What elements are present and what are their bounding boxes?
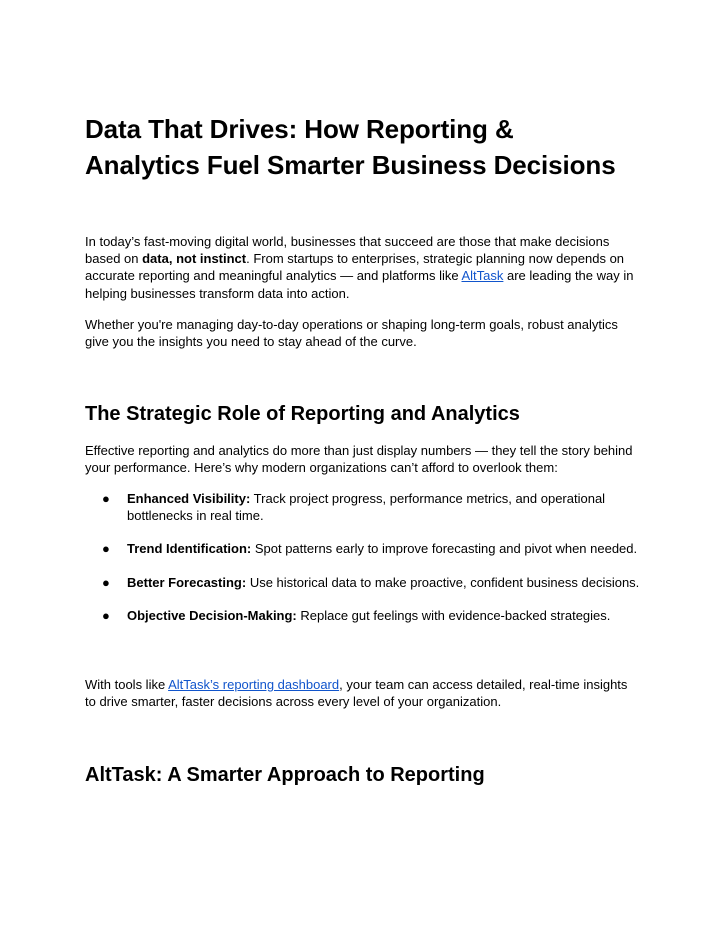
list-item-label: Trend Identification: <box>127 541 252 557</box>
intro-text-3: are leading the way in helping businesses transform data into action. <box>85 268 634 301</box>
list-item-label: Better Forecasting: <box>127 574 247 590</box>
section-heading-alttask-approach: AltTask: A Smarter Approach to Reporting <box>85 764 485 786</box>
intro-bold-text: data, not instinct <box>142 251 247 267</box>
closing-text-1: With tools like <box>85 677 169 692</box>
bullet-icon: ● <box>102 607 110 623</box>
intro-text-2: . From startups to enterprises, strategic planning now depends on accurate reporting and meaningful analytics — and platforms like <box>85 251 625 284</box>
page-title: Data That Drives: How Reporting & Analytics Fuel Smarter Business Decisions <box>85 114 616 180</box>
list-item-label: Objective Decision-Making: <box>127 607 297 623</box>
list-item-text: Track project progress, performance metrics, and operational bottlenecks in real time. <box>127 491 606 524</box>
intro-text-1: In today’s fast-moving digital world, businesses that succeed are those that make decisions based on <box>85 234 610 267</box>
bullet-icon: ● <box>102 574 110 590</box>
list-item <box>85 540 645 557</box>
bullet-icon: ● <box>102 541 110 557</box>
benefits-list <box>85 490 645 624</box>
bullet-icon: ● <box>102 491 110 506</box>
closing-text-2: , your team can access detailed, real-time insights to drive smarter, faster decisions across every level of your organization. <box>85 677 628 710</box>
intro-paragraph-2: Whether you're managing day-to-day operations or shaping long-term goals, robust analytics give you the insights you need to stay ahead of the curve. <box>85 317 618 350</box>
section1-lead-paragraph: Effective reporting and analytics do more than just display numbers — they tell the story behind your performance. Here’s why modern organizations can’t afford to overlook them: <box>85 443 633 476</box>
list-item-text: Use historical data to make proactive, confident business decisions. <box>246 574 640 590</box>
alttask-link[interactable]: AltTask <box>461 268 504 284</box>
list-item <box>85 490 645 524</box>
list-item-text: Replace gut feelings with evidence-backed strategies. <box>296 607 611 623</box>
list-item-text: Spot patterns early to improve forecasting and pivot when needed. <box>251 541 638 557</box>
list-item <box>85 574 645 591</box>
reporting-dashboard-link[interactable]: AltTask’s reporting dashboard <box>168 677 340 692</box>
list-item-label: Enhanced Visibility: <box>127 491 251 506</box>
list-item <box>85 607 645 624</box>
intro-paragraph-1 <box>85 233 641 302</box>
section1-closing-paragraph <box>85 676 641 710</box>
section-heading-strategic-role: The Strategic Role of Reporting and Analytics <box>85 403 520 425</box>
